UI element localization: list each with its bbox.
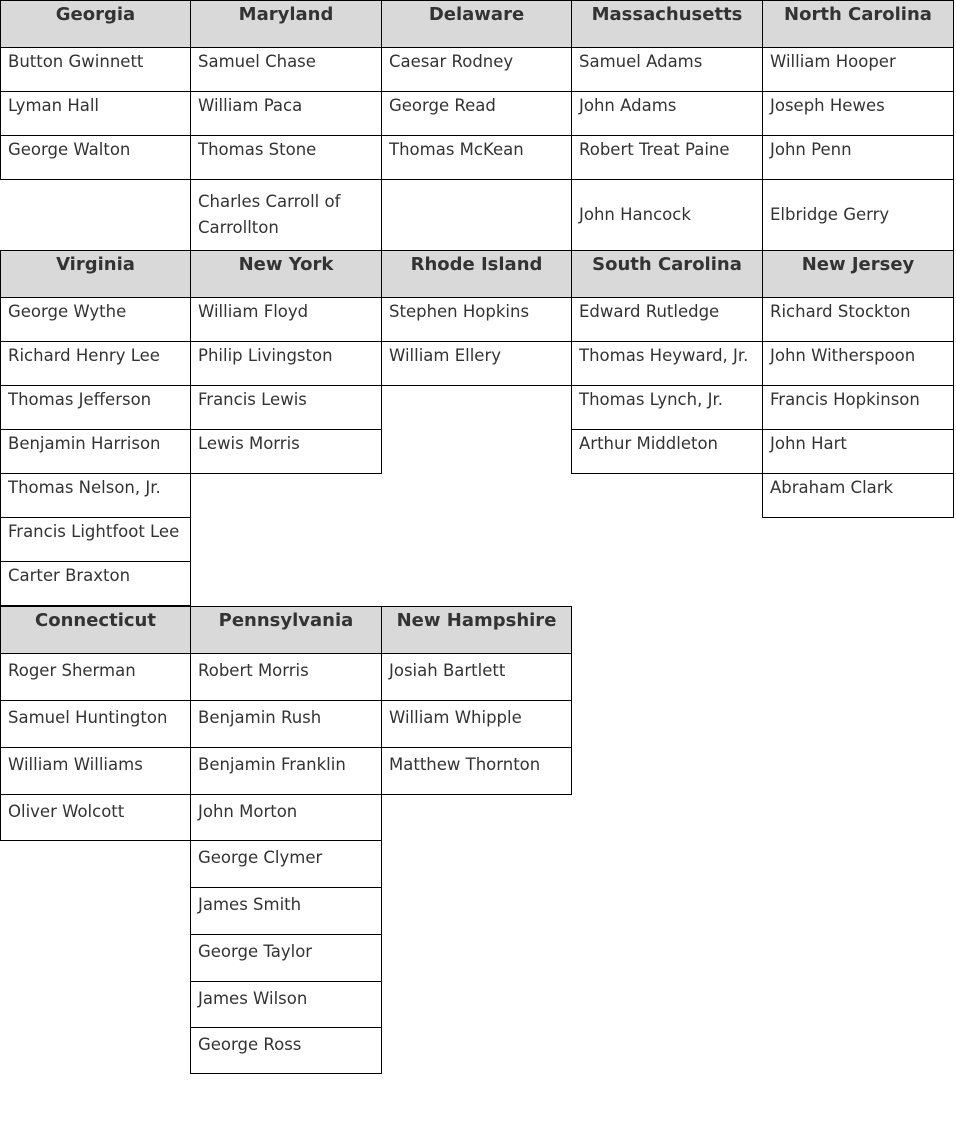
signer-cell: John Hancock <box>571 179 763 251</box>
signer-cell: Edward Rutledge <box>571 297 763 342</box>
signer-cell: Robert Treat Paine <box>571 135 763 180</box>
signer-cell: William Williams <box>0 747 191 795</box>
signer-cell: Oliver Wolcott <box>0 794 191 841</box>
signer-cell: William Floyd <box>190 297 382 342</box>
signer-cell: Lyman Hall <box>0 91 191 136</box>
signer-cell: Button Gwinnett <box>0 47 191 92</box>
signer-cell: Thomas Nelson, Jr. <box>0 473 191 518</box>
signer-cell: Samuel Huntington <box>0 700 191 748</box>
signer-cell: John Morton <box>190 794 382 841</box>
state-header-pennsylvania: Pennsylvania <box>190 606 382 654</box>
signer-cell: Thomas Jefferson <box>0 385 191 430</box>
state-header-rhode-island: Rhode Island <box>381 250 572 298</box>
signer-cell: Joseph Hewes <box>762 91 954 136</box>
signer-cell: George Ross <box>190 1027 382 1074</box>
signer-cell: George Taylor <box>190 934 382 982</box>
signer-cell: William Hooper <box>762 47 954 92</box>
signer-cell: Carter Braxton <box>0 561 191 606</box>
signer-cell: John Hart <box>762 429 954 474</box>
state-header-georgia: Georgia <box>0 0 191 48</box>
state-header-massachusetts: Massachusetts <box>571 0 763 48</box>
signer-cell: Matthew Thornton <box>381 747 572 795</box>
signer-cell: Richard Stockton <box>762 297 954 342</box>
signer-cell: George Read <box>381 91 572 136</box>
state-header-new-jersey: New Jersey <box>762 250 954 298</box>
signer-cell: Arthur Middleton <box>571 429 763 474</box>
signer-cell: Lewis Morris <box>190 429 382 474</box>
signer-cell: George Walton <box>0 135 191 180</box>
state-header-delaware: Delaware <box>381 0 572 48</box>
signer-cell: James Smith <box>190 887 382 935</box>
signer-cell: Charles Carroll of Carrollton <box>190 179 382 251</box>
signer-cell: James Wilson <box>190 981 382 1028</box>
signer-cell: Roger Sherman <box>0 653 191 701</box>
signer-cell: William Ellery <box>381 341 572 386</box>
state-header-new-york: New York <box>190 250 382 298</box>
signer-cell: John Penn <box>762 135 954 180</box>
signer-cell: Benjamin Harrison <box>0 429 191 474</box>
signer-cell: William Whipple <box>381 700 572 748</box>
signer-cell: Stephen Hopkins <box>381 297 572 342</box>
signer-cell: Abraham Clark <box>762 473 954 518</box>
signer-cell: Samuel Adams <box>571 47 763 92</box>
signer-cell: Francis Hopkinson <box>762 385 954 430</box>
state-header-south-carolina: South Carolina <box>571 250 763 298</box>
state-header-connecticut: Connecticut <box>0 606 191 654</box>
signer-cell: George Wythe <box>0 297 191 342</box>
signer-cell: Francis Lewis <box>190 385 382 430</box>
signer-cell: Benjamin Rush <box>190 700 382 748</box>
signer-cell: Samuel Chase <box>190 47 382 92</box>
state-header-north-carolina: North Carolina <box>762 0 954 48</box>
signer-cell: John Witherspoon <box>762 341 954 386</box>
signer-cell: Josiah Bartlett <box>381 653 572 701</box>
signer-cell: Robert Morris <box>190 653 382 701</box>
signer-cell: George Clymer <box>190 840 382 888</box>
signer-cell: Caesar Rodney <box>381 47 572 92</box>
signer-cell: Benjamin Franklin <box>190 747 382 795</box>
signer-cell: Richard Henry Lee <box>0 341 191 386</box>
signer-cell: John Adams <box>571 91 763 136</box>
signer-cell: Thomas Lynch, Jr. <box>571 385 763 430</box>
signer-cell: Elbridge Gerry <box>762 179 954 251</box>
signer-cell: Thomas Heyward, Jr. <box>571 341 763 386</box>
state-header-virginia: Virginia <box>0 250 191 298</box>
signer-cell: Thomas McKean <box>381 135 572 180</box>
state-header-new-hampshire: New Hampshire <box>381 606 572 654</box>
signer-cell: Thomas Stone <box>190 135 382 180</box>
state-header-maryland: Maryland <box>190 0 382 48</box>
signer-cell: Francis Lightfoot Lee <box>0 517 191 562</box>
signer-cell: William Paca <box>190 91 382 136</box>
signer-cell: Philip Livingston <box>190 341 382 386</box>
